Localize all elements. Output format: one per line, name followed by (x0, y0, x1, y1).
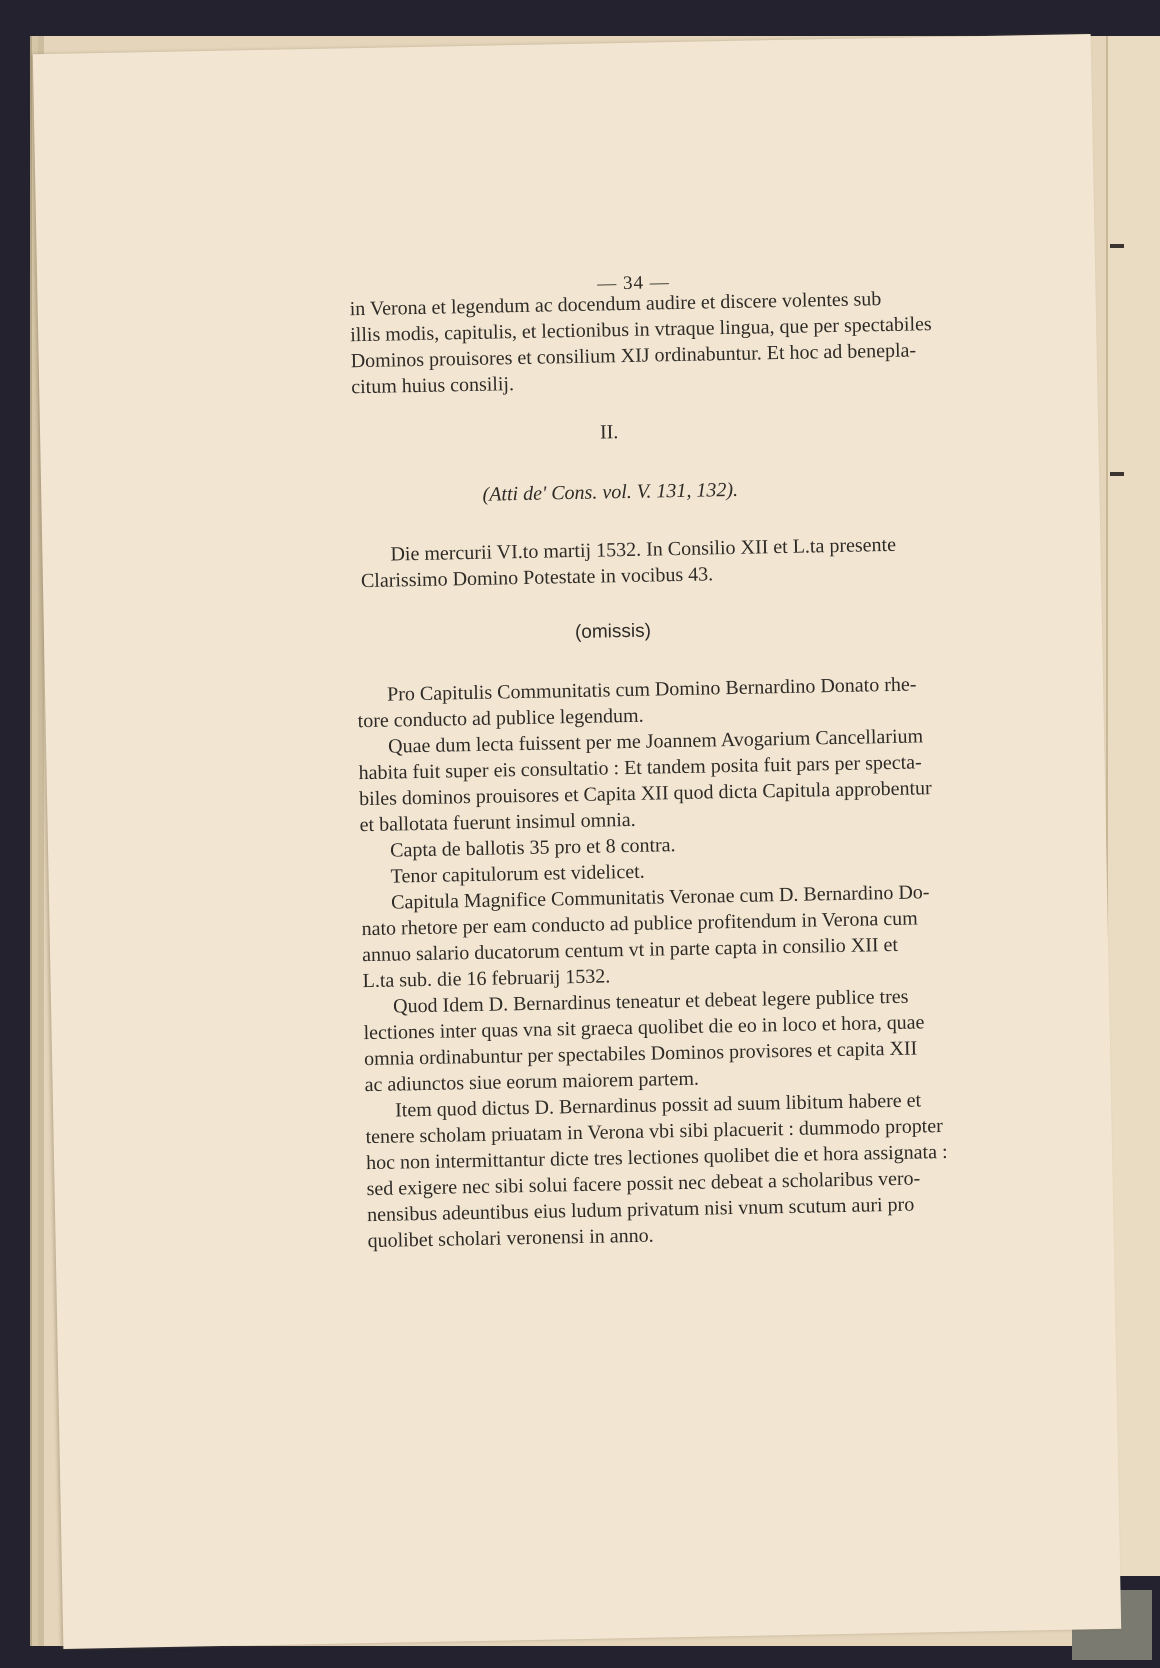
meeting-paragraph (360, 532, 897, 594)
text-line: nato rhetore per eam conducto ad publice profitendum in Verona cum (361, 907, 918, 941)
text-line: Quae dum lecta fuissent per me Joannem Avogarium Cancellarium (387, 725, 924, 758)
text-line: hoc non intermittantur dicte tres lectiones quolibet die et hora assignata : (365, 1140, 948, 1175)
body-text (357, 672, 948, 1254)
text-line: in Verona et legendum ac docendum audire et discere volentes sub (349, 288, 882, 321)
text-line: Clarissimo Domino Potestate in vocibus 43. (360, 563, 714, 593)
page-content (33, 34, 1121, 1649)
text-line: Capitula Magnifice Communitatis Veronae cum D. Bernardino Do- (390, 881, 930, 914)
opening-paragraph (349, 286, 932, 400)
text-line: sed exigere nec sibi solui facere possit nec debeat a scholaribus vero- (366, 1167, 921, 1201)
text-line: nensibus adeuntibus eius ludum privatum nisi vnum scutum auri pro (366, 1193, 915, 1227)
facing-page-mark (1110, 244, 1124, 248)
text-line: tenere scholam priuatam in Verona vbi sibi placuerit : dummodo propter (365, 1115, 944, 1149)
section-number: II. (599, 421, 619, 444)
text-line: omnia ordinabuntur per spectabiles Dominos provisores et capita XII (363, 1037, 918, 1071)
text-line: ac adiunctos siue eorum maiorem partem. (364, 1067, 700, 1097)
text-line: Tenor capitulorum est videlicet. (390, 860, 645, 888)
text-line: habita fuit super eis consultatio : Et tandem posita fuit pars per specta- (358, 751, 922, 785)
page-number: — 34 — (597, 272, 670, 295)
text-line: biles dominos prouisores et Capita XII quod dicta Capitula approbentur (358, 777, 932, 811)
text-line: tore conducto ad publice legendum. (357, 704, 644, 733)
text-line: Quod Idem D. Bernardinus teneatur et debeat legere publice tres (392, 985, 909, 1018)
text-line: Capta de ballotis 35 pro et 8 contra. (389, 834, 676, 862)
text-line: citum huius consilij. (351, 373, 515, 399)
text-line: Dominos prouisores et consilium XIJ ordinabuntur. Et hoc ad benepla- (350, 339, 917, 373)
source-reference: (Atti de' Cons. vol. V. 131, 132). (482, 478, 739, 506)
text-line: lectiones inter quas vna sit graeca quolibet die eo in loco et hora, quae (363, 1011, 925, 1045)
text-line: Die mercurii VI.to martij 1532. In Consilio XII et L.ta presente (390, 533, 897, 566)
omissis-note: (omissis) (574, 620, 652, 643)
text-line: et ballotata fuerunt insimul omnia. (359, 808, 636, 837)
book-page (33, 34, 1121, 1649)
text-line: Item quod dictus D. Bernardinus possit ad suum libitum habere et (394, 1089, 922, 1122)
text-line: L.ta sub. die 16 februarij 1532. (362, 965, 611, 993)
text-line: Pro Capitulis Communitatis cum Domino Bernardino Donato rhe- (386, 673, 917, 706)
text-line: illis modis, capitulis, et lectionibus in vtraque lingua, que per spectabiles (350, 313, 932, 347)
text-line: quolibet scholari veronensi in anno. (367, 1224, 654, 1253)
text-line: annuo salario ducatorum centum vt in parte capta in consilio XII et (361, 933, 899, 967)
